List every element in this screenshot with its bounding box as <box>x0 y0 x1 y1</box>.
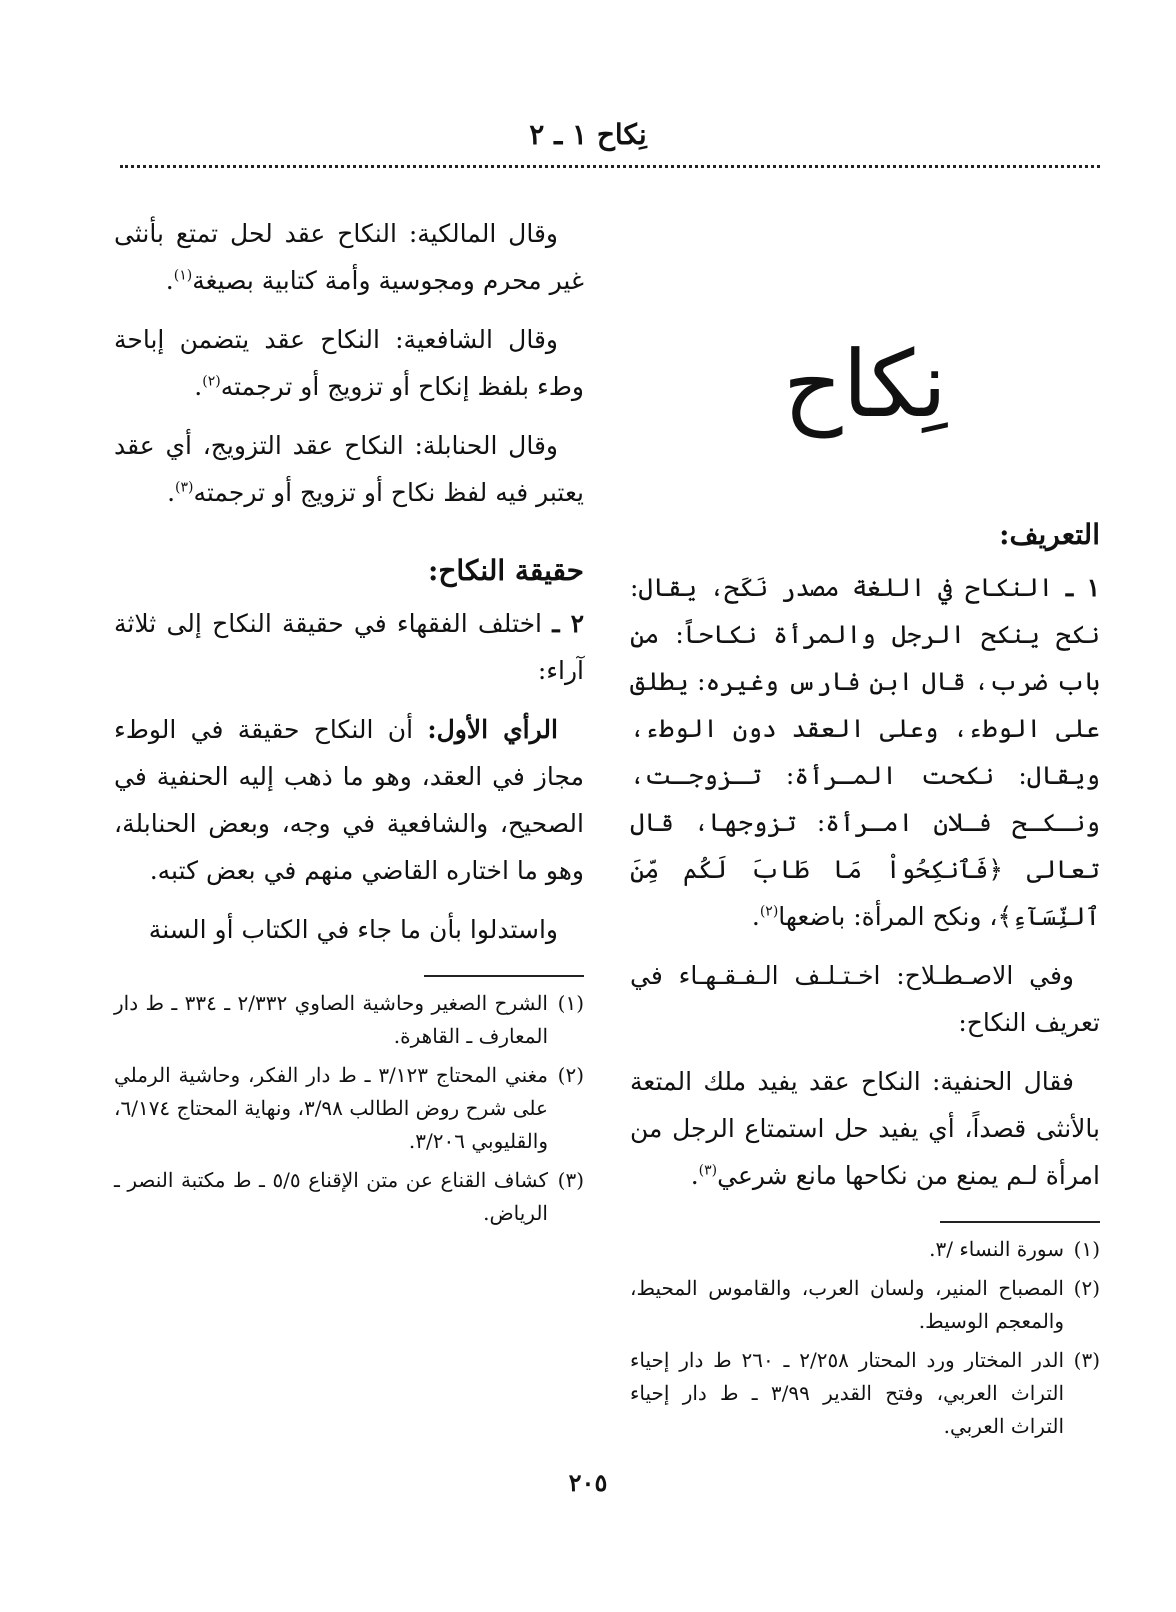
paragraph-text: النكاح في اللغة مصدر نَكَح، يقال: نكح ينكح الرجل والمرأة نكاحاً: من باب ضرب، قال ابن فارس وغيره: يطلق على الوطء، وعلى العقد دون الوطء، ويقال: نكحت المـرأة: تـزوجـت، ونـكـح فـلان امـرأة: تزوجها، قال تعالى ﴿فَٱنكِحُواْ مَا طَابَ لَكُم مِّنَ ٱلنِّسَآءِ﴾ <box>630 573 1100 931</box>
paragraph-number: ٢ ـ <box>552 609 584 638</box>
footnote <box>114 1164 584 1230</box>
footnote-text: الشرح الصغير وحاشية الصاوي ٢/٣٣٢ ـ ٣٣٤ ـ ط دار المعارف ـ القاهرة. <box>114 991 548 1048</box>
paragraph-text: أن النكاح حقيقة في الوطء مجاز في العقد، وهو ما ذهب إليه الحنفية في الصحيح، والشافعية في وجه، وبعض الحنابلة، وهو ما اختاره القاضي منهم في بعض كتبه. <box>114 715 584 885</box>
footnote-number: (٢) <box>1073 1276 1100 1300</box>
footnote-text: المصباح المنير، ولسان العرب، والقاموس المحيط، والمعجم الوسيط. <box>630 1276 1064 1333</box>
footnote <box>630 1272 1100 1338</box>
footnote <box>630 1344 1100 1443</box>
paragraph-end: . <box>194 372 203 401</box>
paragraph-hanafi <box>630 1058 1100 1199</box>
footnote <box>114 987 584 1053</box>
paragraph-text: ، ونكح المرأة: باضعها <box>778 902 998 931</box>
heading-definition: التعريف: <box>999 518 1100 551</box>
paragraph-end: . <box>690 1161 699 1190</box>
footnote-text: الدر المختار ورد المحتار ٢/٢٥٨ ـ ٢٦٠ ط دار إحياء التراث العربي، وفتح القدير ٣/٩٩ ـ ط دار إحياء التراث العربي. <box>630 1348 1065 1438</box>
footnote-separator <box>940 1221 1100 1223</box>
footnote-number: (٣) <box>557 1168 584 1192</box>
opinion-label: الرأي الأول: <box>427 715 558 744</box>
paragraph-text: وقال الشافعية: النكاح عقد يتضمن إباحة وطء بلفظ إنكاح أو تزويج أو ترجمته <box>114 325 584 401</box>
paragraph-text: وقال الحنابلة: النكاح عقد التزويج، أي عقد يعتبر فيه لفظ نكاح أو تزويج أو ترجمته <box>114 431 584 507</box>
footnote-text: مغني المحتاج ٣/١٢٣ ـ ط دار الفكر، وحاشية الرملي على شرح روض الطالب ٣/٩٨، ونهاية المحتاج ٦/١٧٤، والقليوبي ٣/٢٠٦. <box>114 1063 548 1153</box>
footnote <box>630 1233 1100 1266</box>
footnote-text: كشاف القناع عن متن الإقناع ٥/٥ ـ ط مكتبة النصر ـ الرياض. <box>114 1168 548 1225</box>
running-header: نِكاح ١ ـ ٢ <box>529 118 647 151</box>
page-number: ٢٠٥ <box>568 1468 608 1497</box>
footnote-ref: (٢) <box>202 373 221 390</box>
paragraph-text: اختلف الفقهاء في حقيقة النكاح إلى ثلاثة آراء: <box>114 609 584 685</box>
footnote-ref: (٢) <box>759 903 779 920</box>
paragraph-terminology: وفي الاصـطـلاح: اخـتـلـف الـفـقـهـاء في تعريف النكاح: <box>630 961 1100 1037</box>
heading-reality: حقيقة النكاح: <box>427 554 584 587</box>
paragraph-shafii <box>114 316 584 410</box>
paragraph-first-opinion <box>114 706 584 894</box>
paragraph-language-definition <box>630 564 1100 940</box>
right-column <box>630 210 1100 1449</box>
entry-title: نِكاح <box>783 331 947 438</box>
paragraph-text: فقال الحنفية: النكاح عقد يفيد ملك المتعة بالأنثى قصداً، أي يفيد حل استمتاع الرجل من امرأة لـم يمنع من نكاحها مانع شرعي <box>630 1067 1100 1190</box>
paragraph-end: . <box>165 266 174 295</box>
footnote-ref: (١) <box>173 267 193 284</box>
footnote-number: (٢) <box>557 1063 584 1087</box>
left-column <box>114 210 584 1236</box>
paragraph-number: ١ ـ <box>1065 573 1100 602</box>
footnote-text: سورة النساء /٣. <box>929 1237 1064 1261</box>
header-dotted-rule <box>120 165 1100 168</box>
paragraph-end: . <box>167 478 176 507</box>
paragraph-hanbali <box>114 422 584 516</box>
paragraph-opinions-intro <box>114 600 584 694</box>
footnote <box>114 1059 584 1158</box>
footnote-number: (١) <box>557 991 584 1015</box>
footnote-ref: (٣) <box>698 1162 718 1179</box>
paragraph-end: . <box>751 902 760 931</box>
footnote-separator <box>424 975 584 977</box>
paragraph-maliki <box>114 210 584 304</box>
paragraph-text: وقال المالكية: النكاح عقد لحل تمتع بأنثى غير محرم ومجوسية وأمة كتابية بصيغة <box>114 219 584 295</box>
paragraph-evidence: واستدلوا بأن ما جاء في الكتاب أو السنة <box>148 915 558 944</box>
footnote-number: (٣) <box>1073 1348 1101 1372</box>
footnote-ref: (٣) <box>175 479 194 496</box>
footnote-number: (١) <box>1073 1237 1100 1261</box>
